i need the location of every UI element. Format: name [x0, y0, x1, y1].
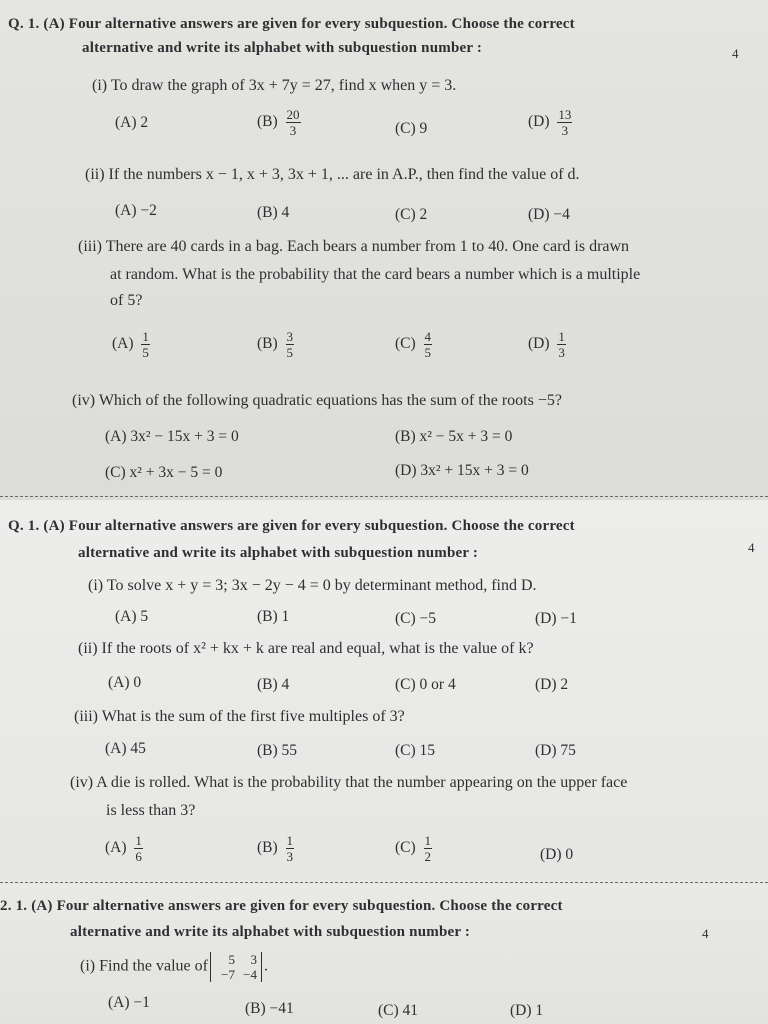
- fraction: [134, 834, 143, 863]
- question-heading-continuation: alternative and write its alphabet with subquestion number :: [78, 545, 479, 561]
- option-d: (D) 1: [510, 1002, 544, 1019]
- determinant-matrix: [210, 952, 262, 982]
- fraction: [286, 330, 295, 359]
- option-label: (B): [257, 113, 278, 131]
- option-label: (D): [528, 113, 550, 131]
- matrix-cell: 3: [250, 952, 257, 967]
- subquestion-text: (iii) What is the sum of the first five multiples of 3?: [74, 708, 405, 725]
- option-b: (B) 4: [257, 676, 290, 693]
- denominator: 5: [286, 345, 294, 360]
- subquestion-text-line-1: (iv) A die is rolled. What is the probability that the number appearing on the upper face: [70, 774, 628, 791]
- option-d: (D) −4: [528, 206, 570, 223]
- subquestion-prompt: (i) Find the value of: [80, 957, 208, 975]
- option-label: (A): [112, 335, 134, 353]
- question-block-1: [0, 0, 768, 500]
- section-divider: [0, 882, 768, 883]
- subquestion-text: (i) To draw the graph of 3x + 7y = 27, find x when y = 3.: [92, 77, 457, 94]
- option-label: (B): [257, 839, 278, 857]
- option-b: (B) 55: [257, 742, 298, 759]
- fraction: [557, 330, 566, 359]
- option-b: (B) 1: [257, 608, 290, 625]
- matrix-cell: −4: [243, 967, 257, 982]
- denominator: 5: [142, 345, 149, 360]
- marks-label: 4: [732, 46, 739, 61]
- subquestion-text: (iv) Which of the following quadratic equations has the sum of the roots −5?: [72, 392, 562, 409]
- question-heading-continuation: alternative and write its alphabet with subquestion number :: [70, 924, 471, 940]
- option-c: [395, 834, 432, 863]
- section-divider: [0, 496, 768, 497]
- marks-label: 4: [748, 540, 755, 555]
- numerator: 13: [558, 107, 572, 122]
- numerator: 3: [286, 329, 294, 344]
- denominator: 3: [286, 849, 294, 864]
- question-heading-continuation: alternative and write its alphabet with subquestion number :: [82, 40, 483, 56]
- denominator: 5: [424, 345, 432, 360]
- subquestion-text: (ii) If the numbers x − 1, x + 3, 3x + 1, ... are in A.P., then find the value of d.: [85, 166, 580, 183]
- numerator: 1: [558, 329, 565, 344]
- option-b: (B) −41: [245, 1000, 294, 1017]
- matrix-cell: −7: [221, 967, 235, 982]
- fraction: [557, 108, 572, 137]
- option-d: (D) 0: [540, 846, 574, 863]
- denominator: 3: [289, 123, 297, 138]
- fraction: [286, 834, 295, 863]
- option-c: (C) 15: [395, 742, 436, 759]
- option-d: (D) 3x² + 15x + 3 = 0: [395, 462, 529, 479]
- denominator: 3: [558, 345, 565, 360]
- subquestion-text: (i) To solve x + y = 3; 3x − 2y − 4 = 0 by determinant method, find D.: [88, 577, 537, 594]
- option-c: (C) 0 or 4: [395, 676, 456, 693]
- fraction: [286, 108, 301, 137]
- option-d: (D) −1: [535, 610, 577, 627]
- subquestion-text-line-2: is less than 3?: [106, 802, 196, 819]
- option-d: [528, 330, 566, 359]
- option-d: [528, 108, 572, 137]
- option-c: (C) 9: [395, 120, 428, 137]
- marks-label: 4: [702, 926, 709, 941]
- option-b: [257, 108, 301, 137]
- option-c: (C) 2: [395, 206, 428, 223]
- numerator: 4: [424, 329, 432, 344]
- sentence-end: .: [263, 957, 268, 975]
- subquestion-text: [80, 952, 268, 982]
- option-label: (D): [528, 335, 550, 353]
- option-label: (B): [257, 335, 278, 353]
- option-c: (C) 41: [378, 1002, 419, 1019]
- numerator: 1: [142, 329, 149, 344]
- subquestion-text-line-1: (iii) There are 40 cards in a bag. Each bears a number from 1 to 40. One card is drawn: [78, 238, 630, 255]
- denominator: 6: [135, 849, 142, 864]
- option-c: [395, 330, 432, 359]
- question-block-2: [0, 500, 768, 884]
- option-label: (C): [395, 335, 416, 353]
- option-a: (A) −1: [108, 994, 150, 1011]
- fraction: [141, 330, 150, 359]
- option-b: [257, 834, 294, 863]
- question-heading: 2. 1. (A) Four alternative answers are given for every subquestion. Choose the correct: [0, 898, 563, 914]
- option-a: (A) −2: [115, 202, 157, 219]
- question-heading: Q. 1. (A) Four alternative answers are given for every subquestion. Choose the correct: [8, 518, 575, 534]
- option-a: [105, 834, 143, 863]
- option-label: (C): [395, 839, 416, 857]
- option-b: (B) x² − 5x + 3 = 0: [395, 428, 513, 445]
- option-label: (A): [105, 839, 127, 857]
- numerator: 1: [135, 833, 142, 848]
- subquestion-text-line-3: of 5?: [110, 292, 143, 309]
- option-b: [257, 330, 294, 359]
- option-a: (A) 2: [115, 114, 149, 131]
- option-b: (B) 4: [257, 204, 290, 221]
- denominator: 2: [424, 849, 432, 864]
- option-a: (A) 3x² − 15x + 3 = 0: [105, 428, 239, 445]
- subquestion-text-line-2: at random. What is the probability that the card bears a number which is a multiple: [110, 266, 641, 283]
- option-c: (C) −5: [395, 610, 437, 627]
- matrix-cell: 5: [228, 952, 235, 967]
- option-a: [112, 330, 150, 359]
- numerator: 1: [286, 833, 294, 848]
- question-heading: Q. 1. (A) Four alternative answers are given for every subquestion. Choose the correct: [8, 16, 575, 32]
- option-d: (D) 2: [535, 676, 569, 693]
- numerator: 1: [424, 833, 432, 848]
- subquestion-text: (ii) If the roots of x² + kx + k are real and equal, what is the value of k?: [78, 640, 534, 657]
- question-block-3: [0, 884, 768, 1024]
- numerator: 20: [286, 107, 300, 122]
- option-a: (A) 5: [115, 608, 149, 625]
- option-a: (A) 0: [108, 674, 142, 691]
- fraction: [424, 834, 433, 863]
- option-d: (D) 75: [535, 742, 576, 759]
- option-a: (A) 45: [105, 740, 146, 757]
- option-c: (C) x² + 3x − 5 = 0: [105, 464, 223, 481]
- denominator: 3: [561, 123, 569, 138]
- fraction: [424, 330, 433, 359]
